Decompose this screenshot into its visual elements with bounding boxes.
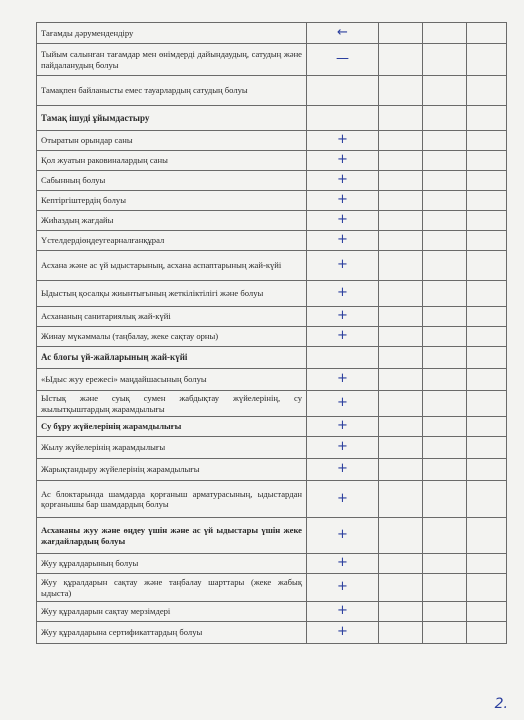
criterion-label: Қол жуатын раковиналардың саны (37, 151, 307, 171)
handwritten-mark: + (307, 437, 379, 459)
empty-cell (379, 23, 423, 44)
empty-cell (423, 369, 467, 391)
criterion-label: Ас блоктарында шамдарда қорғаныш арматурасының, ыдыстардан қорғанышы бар шамдардың болуы (37, 481, 307, 518)
handwritten-mark: — (307, 44, 379, 76)
empty-cell (423, 307, 467, 327)
section-header-row (37, 347, 507, 369)
criterion-label: Отыратын орындар саны (37, 131, 307, 151)
empty-cell (467, 622, 507, 644)
empty-cell (379, 171, 423, 191)
checklist-row (37, 554, 507, 574)
empty-cell (423, 211, 467, 231)
checklist-row (37, 76, 507, 106)
empty-cell (379, 307, 423, 327)
checklist-row (37, 518, 507, 554)
empty-cell (423, 574, 467, 602)
checklist-row (37, 211, 507, 231)
checklist-row (37, 281, 507, 307)
empty-cell (379, 131, 423, 151)
criterion-label: Жиһаздың жағдайы (37, 211, 307, 231)
criterion-label: Су бұру жүйелерінің жарамдылығы (37, 417, 307, 437)
handwritten-mark: + (307, 191, 379, 211)
section-header-row (37, 106, 507, 131)
empty-cell (467, 106, 507, 131)
empty-cell (467, 251, 507, 281)
empty-cell (423, 391, 467, 417)
handwritten-mark: + (307, 481, 379, 518)
checklist-row (37, 231, 507, 251)
section-title: Ас блогы үй-жайларының жай-күйі (37, 347, 307, 369)
handwritten-mark: + (307, 281, 379, 307)
criterion-label: Жуу құралдарын сақтау және таңбалау шарттары (жеке жабық ыдыста) (37, 574, 307, 602)
empty-cell (379, 369, 423, 391)
checklist-row (37, 391, 507, 417)
empty-cell (467, 171, 507, 191)
empty-cell (467, 151, 507, 171)
empty-cell (423, 554, 467, 574)
criterion-label: Жуу құралдарының болуы (37, 554, 307, 574)
empty-cell (423, 131, 467, 151)
checklist-row (37, 459, 507, 481)
handwritten-mark: + (307, 131, 379, 151)
checklist-row (37, 307, 507, 327)
checklist-row (37, 327, 507, 347)
handwritten-mark: + (307, 211, 379, 231)
empty-cell (379, 231, 423, 251)
empty-cell (379, 622, 423, 644)
empty-cell (467, 281, 507, 307)
checklist-table (36, 22, 507, 644)
handwritten-mark: + (307, 622, 379, 644)
handwritten-mark (307, 106, 379, 131)
criterion-label: Кептіргіштердің болуы (37, 191, 307, 211)
empty-cell (467, 211, 507, 231)
handwritten-mark: + (307, 391, 379, 417)
criterion-label: Жарықтандыру жүйелерінің жарамдылығы (37, 459, 307, 481)
empty-cell (379, 44, 423, 76)
empty-cell (467, 417, 507, 437)
empty-cell (423, 327, 467, 347)
criterion-label: Үстелдердіөңдеугеарналғанқұрал (37, 231, 307, 251)
empty-cell (423, 106, 467, 131)
empty-cell (467, 327, 507, 347)
checklist-row (37, 171, 507, 191)
handwritten-mark: + (307, 171, 379, 191)
empty-cell (379, 574, 423, 602)
empty-cell (467, 347, 507, 369)
empty-cell (467, 307, 507, 327)
checklist-row (37, 131, 507, 151)
empty-cell (467, 574, 507, 602)
handwritten-mark (307, 347, 379, 369)
empty-cell (379, 327, 423, 347)
empty-cell (379, 602, 423, 622)
handwritten-mark: + (307, 554, 379, 574)
handwritten-mark: + (307, 151, 379, 171)
criterion-label: Жуу құралдарына сертификаттардың болуы (37, 622, 307, 644)
empty-cell (379, 76, 423, 106)
checklist-row (37, 622, 507, 644)
handwritten-mark: + (307, 251, 379, 281)
empty-cell (423, 251, 467, 281)
empty-cell (379, 481, 423, 518)
criterion-label: Сабынның болуы (37, 171, 307, 191)
empty-cell (379, 437, 423, 459)
empty-cell (423, 459, 467, 481)
empty-cell (379, 211, 423, 231)
checklist-row (37, 251, 507, 281)
empty-cell (423, 44, 467, 76)
checklist-row (37, 23, 507, 44)
empty-cell (423, 518, 467, 554)
checklist-row (37, 44, 507, 76)
empty-cell (467, 369, 507, 391)
checklist-row (37, 481, 507, 518)
criterion-label: Тыйым салынған тағамдар мен өнімдерді дайындаудың, сатудың және пайдаланудың болуы (37, 44, 307, 76)
empty-cell (379, 554, 423, 574)
checklist-row (37, 574, 507, 602)
empty-cell (467, 437, 507, 459)
handwritten-mark: + (307, 369, 379, 391)
checklist-row (37, 369, 507, 391)
empty-cell (379, 417, 423, 437)
criterion-label: Тағамды дәрумендендіру (37, 23, 307, 44)
empty-cell (467, 76, 507, 106)
empty-cell (379, 281, 423, 307)
criterion-label: Жуу құралдарын сақтау мерзімдері (37, 602, 307, 622)
empty-cell (379, 391, 423, 417)
criterion-label: Асхана және ас үй ыдыстарының, асхана аспаптарының жай-күйі (37, 251, 307, 281)
criterion-label: Ыдыстың қосалқы жиынтығының жеткіліктілігі және болуы (37, 281, 307, 307)
empty-cell (379, 191, 423, 211)
empty-cell (467, 23, 507, 44)
checklist-row (37, 151, 507, 171)
empty-cell (423, 347, 467, 369)
empty-cell (467, 391, 507, 417)
empty-cell (379, 459, 423, 481)
handwritten-mark: ← (307, 23, 379, 44)
empty-cell (423, 481, 467, 518)
empty-cell (379, 518, 423, 554)
empty-cell (423, 281, 467, 307)
checklist-row (37, 602, 507, 622)
empty-cell (423, 76, 467, 106)
criterion-label: Асхананы жуу және өңдеу үшін және ас үй ыдыстары үшін жеке жағдайлардың болуы (37, 518, 307, 554)
criterion-label: Асхананың санитариялық жай-күйі (37, 307, 307, 327)
handwritten-mark: + (307, 231, 379, 251)
empty-cell (379, 151, 423, 171)
empty-cell (379, 251, 423, 281)
empty-cell (379, 106, 423, 131)
handwritten-mark: + (307, 417, 379, 437)
section-title: Тамақ ішуді ұйымдастыру (37, 106, 307, 131)
empty-cell (423, 23, 467, 44)
criterion-label: «Ыдыс жуу ережесі» маңдайшасының болуы (37, 369, 307, 391)
criterion-label: Ыстық және суық сумен жабдықтау жүйелерінің, су жылытқыштардың жарамдылығы (37, 391, 307, 417)
checklist-row (37, 437, 507, 459)
empty-cell (467, 44, 507, 76)
empty-cell (467, 518, 507, 554)
empty-cell (467, 231, 507, 251)
handwritten-mark (307, 76, 379, 106)
page-number: 2. (494, 696, 508, 712)
empty-cell (423, 622, 467, 644)
handwritten-mark: + (307, 602, 379, 622)
checklist-row (37, 417, 507, 437)
criterion-label: Жылу жүйелерінің жарамдылығы (37, 437, 307, 459)
checklist-row (37, 191, 507, 211)
empty-cell (423, 417, 467, 437)
criterion-label: Жинау мүкәммалы (таңбалау, жеке сақтау орны) (37, 327, 307, 347)
handwritten-mark: + (307, 518, 379, 554)
handwritten-mark: + (307, 459, 379, 481)
handwritten-mark: + (307, 327, 379, 347)
empty-cell (467, 554, 507, 574)
empty-cell (467, 602, 507, 622)
empty-cell (467, 459, 507, 481)
empty-cell (423, 171, 467, 191)
empty-cell (467, 131, 507, 151)
empty-cell (423, 437, 467, 459)
empty-cell (423, 191, 467, 211)
checklist-body (37, 23, 507, 644)
empty-cell (423, 231, 467, 251)
empty-cell (379, 347, 423, 369)
empty-cell (467, 481, 507, 518)
handwritten-mark: + (307, 307, 379, 327)
handwritten-mark: + (307, 574, 379, 602)
empty-cell (423, 151, 467, 171)
criterion-label: Тамақпен байланысты емес тауарлардың сатудың болуы (37, 76, 307, 106)
empty-cell (467, 191, 507, 211)
empty-cell (423, 602, 467, 622)
